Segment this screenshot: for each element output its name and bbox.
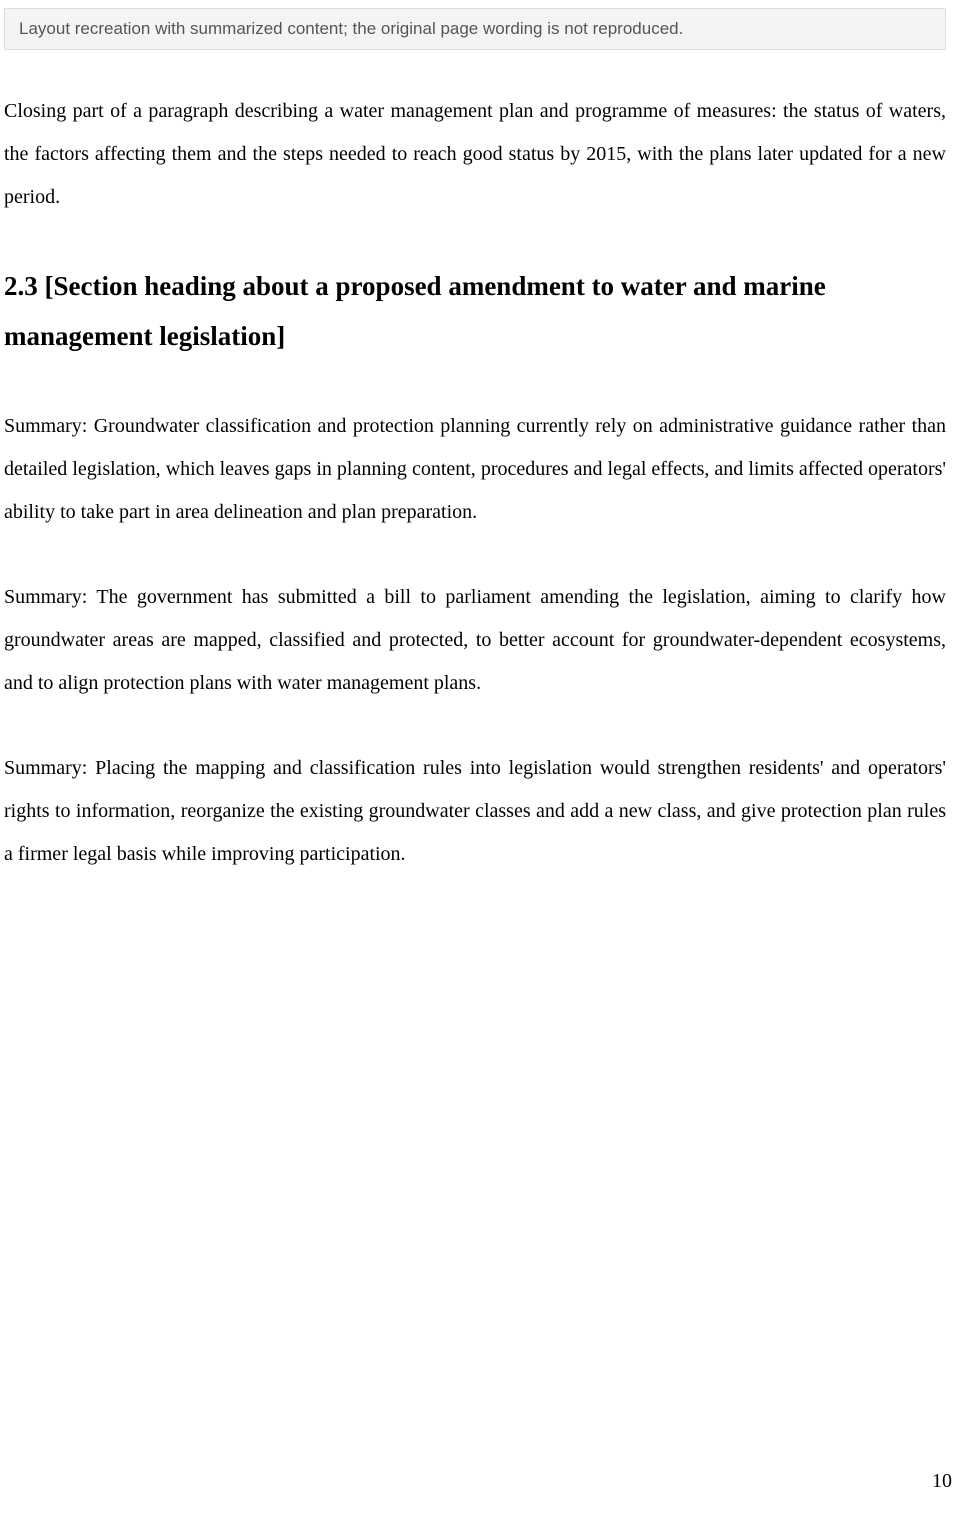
section-heading: 2.3 [Section heading about a proposed amendment to water and marine management legislation]: [4, 271, 826, 351]
intro-paragraph: Closing part of a paragraph describing a water management plan and programme of measures: the status of waters, the factors affecting them and the steps needed to reach good status by 2015, with the plans later updated for a new period.: [4, 100, 946, 208]
document-page: [0, 8, 960, 1531]
paragraph-1: Summary: Groundwater classification and protection planning currently rely on administrative guidance rather than detailed legislation, which leaves gaps in planning content, procedures and legal effects, and limits affected operators' ability to take part in area delineation and plan preparation.: [4, 415, 946, 523]
paragraph-3: Summary: Placing the mapping and classification rules into legislation would strengthen residents' and operators' rights to information, reorganize the existing groundwater classes and add a new class, and give protection plan rules a firmer legal basis while improving participation.: [4, 757, 946, 865]
page-number: 10: [932, 1470, 952, 1492]
paragraph-2: Summary: The government has submitted a bill to parliament amending the legislation, aiming to clarify how groundwater areas are mapped, classified and protected, to better account for groundwater-dependent ecosystems, and to align protection plans with water management plans.: [4, 586, 946, 694]
content-notice: Layout recreation with summarized content; the original page wording is not reproduced.: [4, 8, 946, 50]
